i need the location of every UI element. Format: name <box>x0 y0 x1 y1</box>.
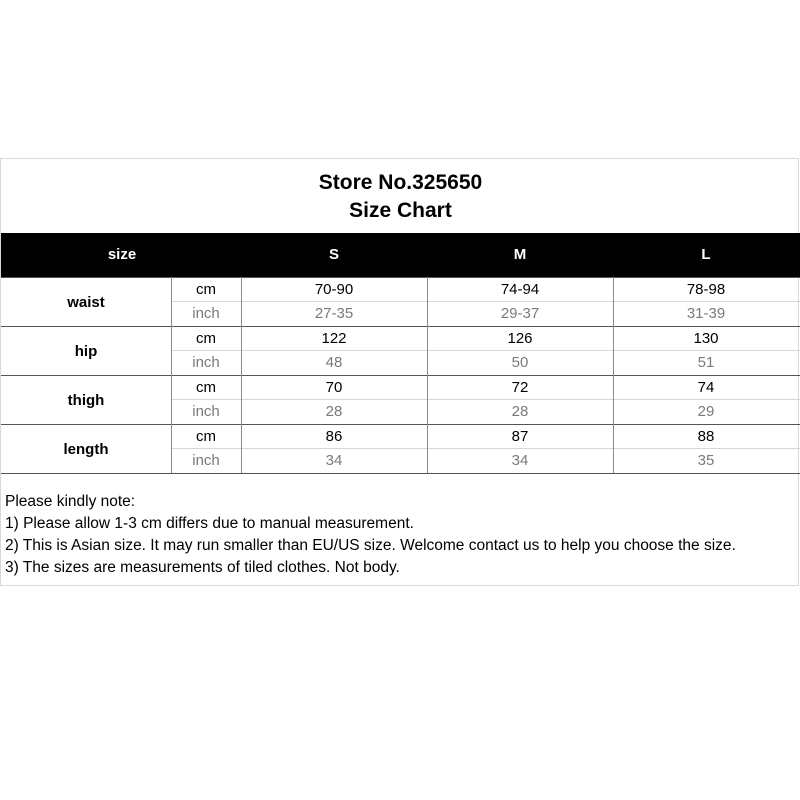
note-item: 3) The sizes are measurements of tiled clothes. Not body. <box>5 559 400 576</box>
row-label: hip <box>74 342 98 360</box>
table-cell: 51 <box>697 354 715 371</box>
table-row-group-thigh <box>1 375 800 424</box>
table-row <box>171 351 800 375</box>
unit-cell: inch <box>192 354 220 371</box>
note-item: 2) This is Asian size. It may run smaller than EU/US size. Welcome contact us to help you choose the size. <box>5 537 736 554</box>
header-s: S <box>328 246 339 263</box>
row-label: waist <box>67 293 105 311</box>
table-row-group-waist <box>1 277 800 326</box>
table-cell: 31-39 <box>686 305 726 322</box>
table-row <box>171 449 800 473</box>
row-label: length <box>63 440 109 458</box>
chart-subtitle: Size Chart <box>349 199 452 222</box>
unit-cell: cm <box>196 281 216 298</box>
table-cell: 29 <box>697 403 715 420</box>
table-cell: 70-90 <box>314 281 354 298</box>
size-table <box>1 277 800 473</box>
unit-cell: inch <box>192 452 220 469</box>
header-size: size <box>107 246 137 263</box>
table-row <box>171 425 800 449</box>
table-row <box>171 400 800 424</box>
unit-cell: cm <box>196 330 216 347</box>
table-row-group-hip <box>1 326 800 375</box>
table-cell: 27-35 <box>314 305 354 322</box>
table-cell: 29-37 <box>500 305 540 322</box>
table-row <box>171 302 800 326</box>
table-row-group-length <box>1 424 800 474</box>
table-cell: 74-94 <box>500 281 540 298</box>
notes-heading: Please kindly note: <box>5 493 136 510</box>
table-cell: 88 <box>697 428 715 445</box>
unit-cell: inch <box>192 305 220 322</box>
size-chart-card <box>0 158 799 586</box>
table-header <box>1 233 800 277</box>
store-title: Store No.325650 <box>318 171 483 194</box>
table-cell: 130 <box>693 330 719 347</box>
unit-cell: cm <box>196 379 216 396</box>
table-cell: 126 <box>507 330 533 347</box>
table-cell: 74 <box>697 379 715 396</box>
table-cell: 48 <box>325 354 343 371</box>
table-cell: 122 <box>321 330 347 347</box>
note-item: 1) Please allow 1-3 cm differs due to manual measurement. <box>5 515 414 532</box>
table-cell: 78-98 <box>686 281 726 298</box>
table-cell: 50 <box>511 354 529 371</box>
header-l: L <box>701 246 711 263</box>
table-cell: 72 <box>511 379 529 396</box>
table-cell: 28 <box>325 403 343 420</box>
row-label: thigh <box>67 391 105 409</box>
column-divider <box>171 277 172 473</box>
table-cell: 35 <box>697 452 715 469</box>
unit-cell: cm <box>196 428 216 445</box>
column-divider <box>427 277 428 473</box>
table-cell: 86 <box>325 428 343 445</box>
unit-cell: inch <box>192 403 220 420</box>
table-row <box>171 327 800 351</box>
table-cell: 28 <box>511 403 529 420</box>
table-cell: 34 <box>325 452 343 469</box>
column-divider <box>241 277 242 473</box>
table-row <box>171 376 800 400</box>
table-cell: 87 <box>511 428 529 445</box>
table-cell: 70 <box>325 379 343 396</box>
table-row <box>171 278 800 302</box>
header-m: M <box>513 246 527 263</box>
column-divider <box>613 277 614 473</box>
table-cell: 34 <box>511 452 529 469</box>
notes-section <box>5 491 736 579</box>
